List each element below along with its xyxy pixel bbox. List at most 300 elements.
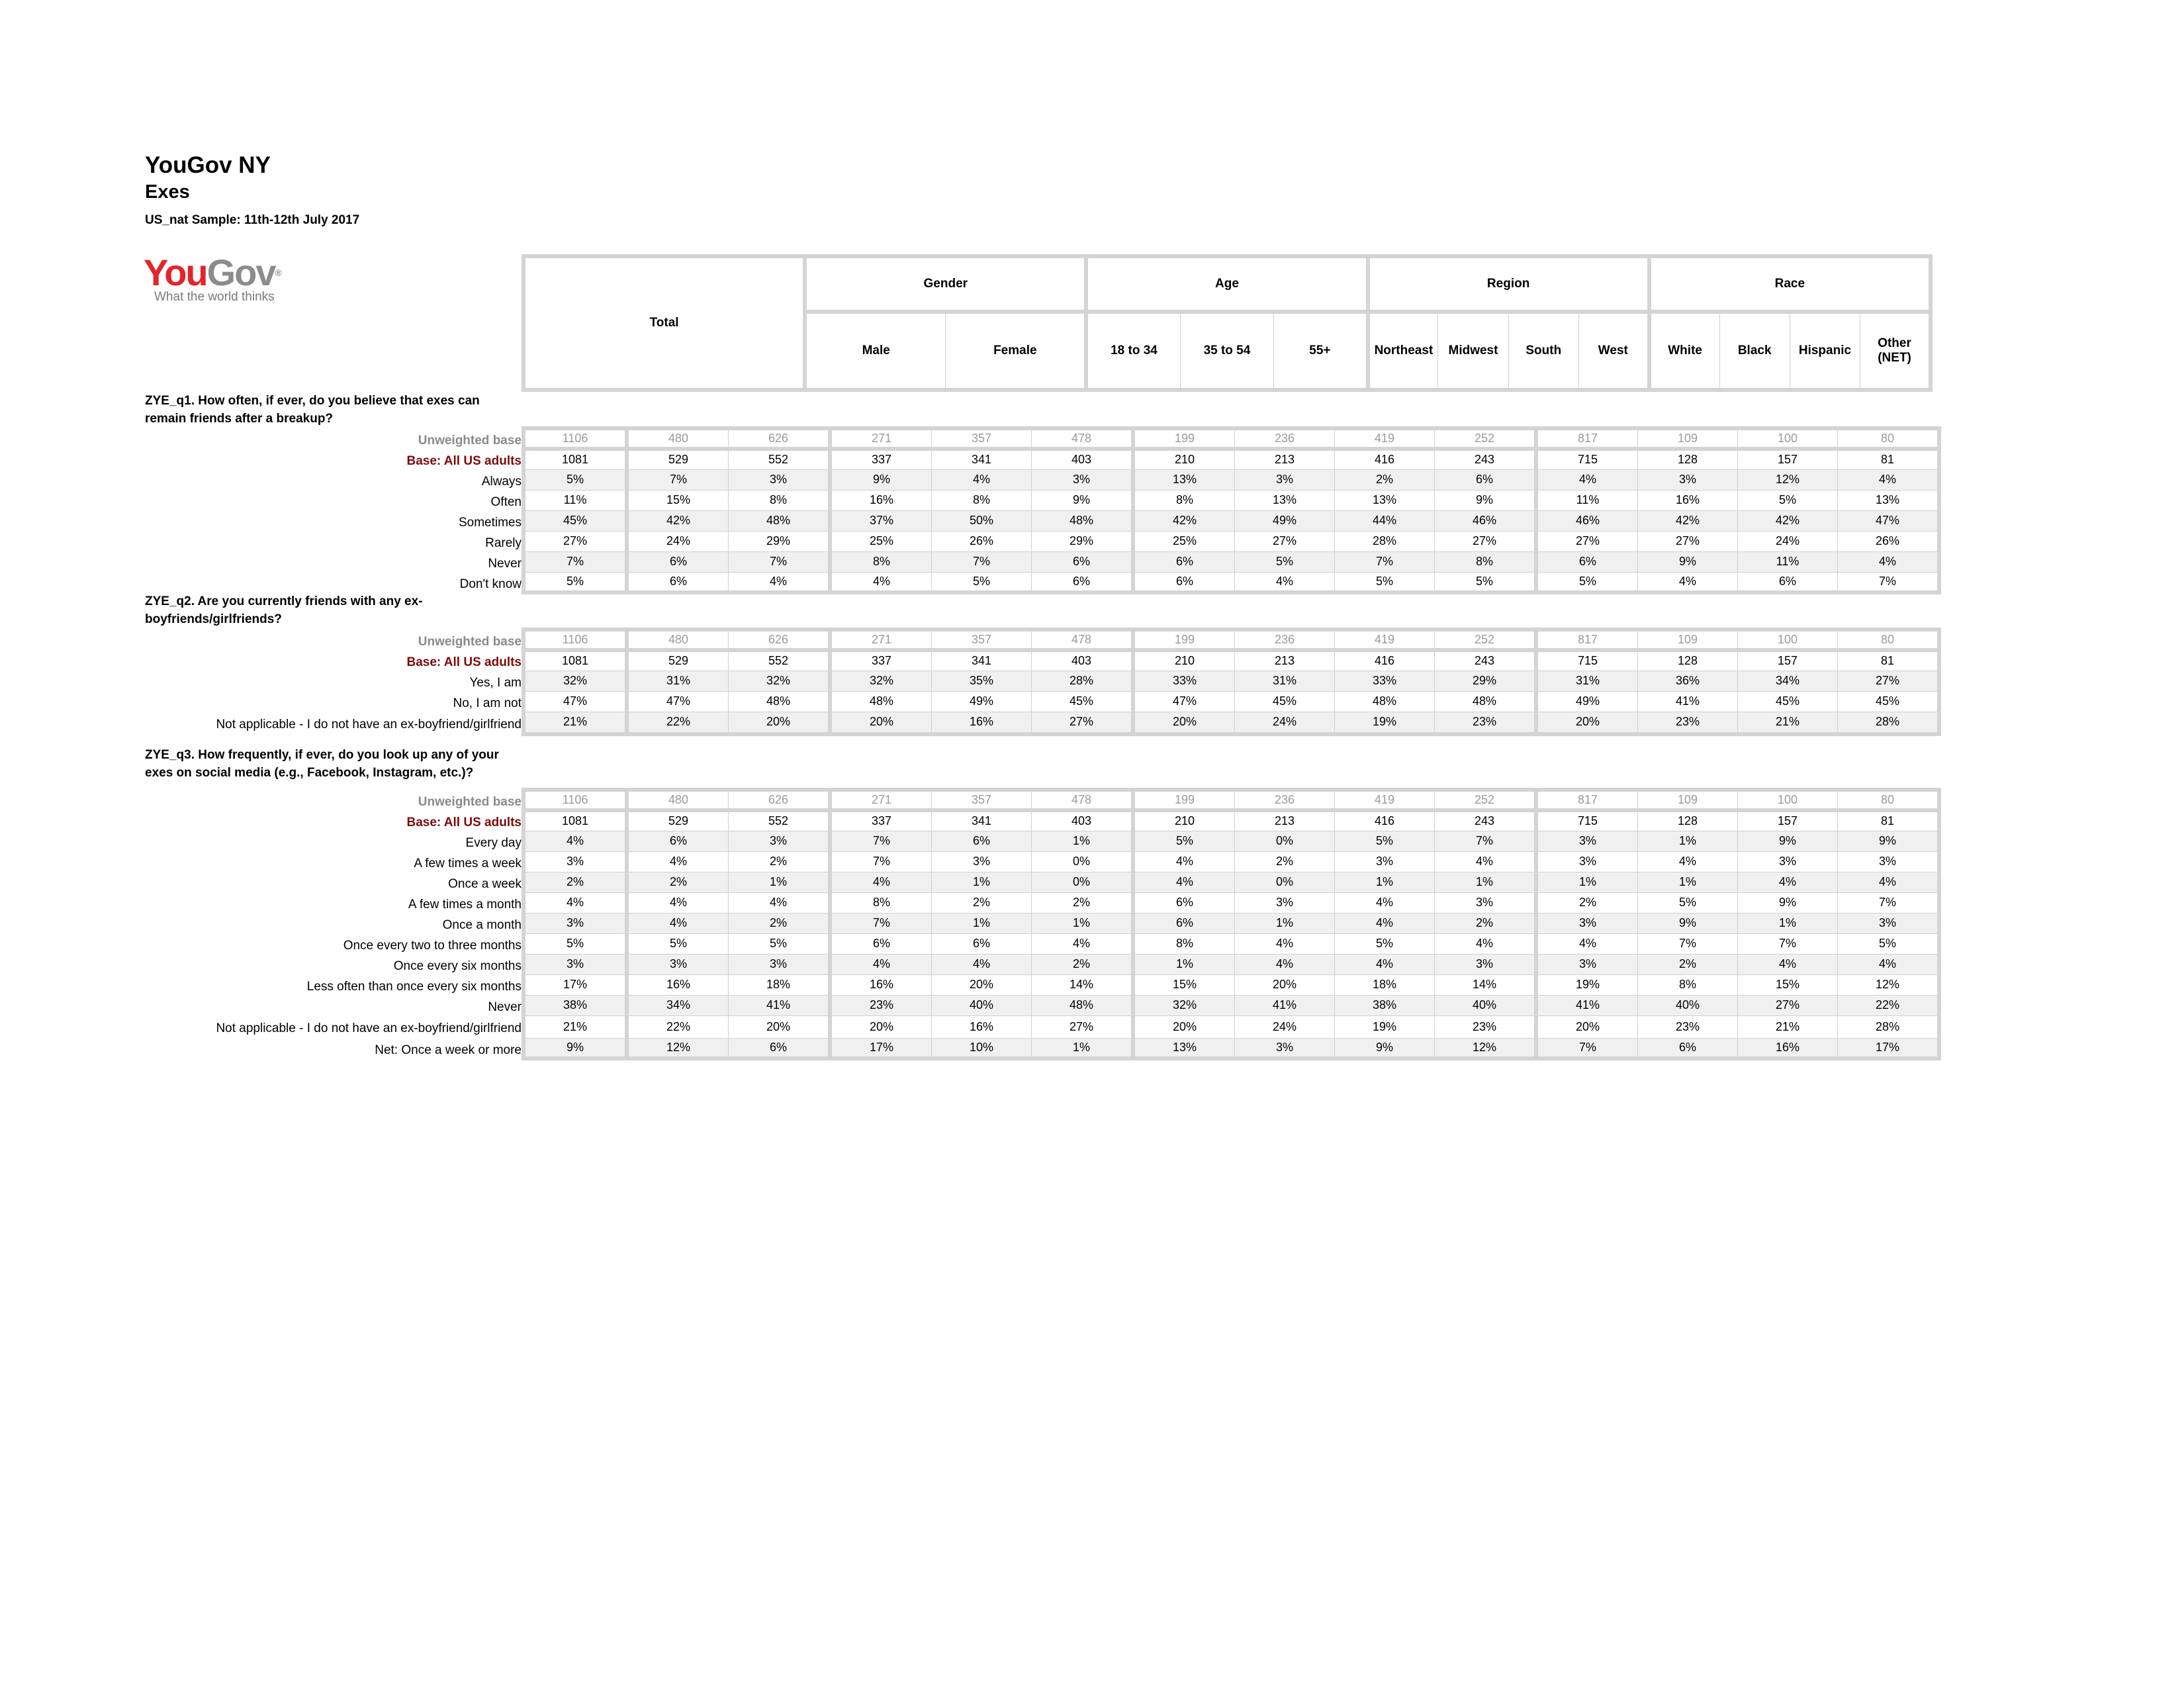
table-cell: 47% [1133, 691, 1235, 712]
table-cell: 8% [729, 490, 831, 510]
table-cell: 26% [1838, 531, 1940, 551]
table-cell: 252 [1435, 630, 1537, 650]
table-cell: 478 [1032, 630, 1134, 650]
table-cell: 5% [1335, 933, 1435, 954]
table-cell: 1% [1435, 872, 1537, 892]
col-midwest: Midwest [1438, 312, 1508, 390]
table-cell: 2% [932, 892, 1032, 913]
table-cell: 715 [1536, 650, 1638, 671]
table-cell: 12% [627, 1038, 729, 1058]
table-cell: 341 [932, 810, 1032, 831]
table-cell: 6% [627, 572, 729, 592]
table-cell: 7% [830, 851, 932, 872]
table-cell: 47% [1838, 510, 1940, 531]
col-male: Male [805, 312, 946, 390]
table-cell: 357 [932, 428, 1032, 449]
table-cell: 1% [1638, 831, 1738, 851]
table-cell: 20% [830, 712, 932, 734]
table-row [523, 469, 1939, 490]
table-cell: 47% [523, 691, 627, 712]
table-cell: 199 [1133, 630, 1235, 650]
table-cell: 45% [1838, 691, 1940, 712]
table-cell: 271 [830, 630, 932, 650]
row-label: Base: All US adults [406, 816, 522, 829]
table-cell: 1081 [523, 810, 627, 831]
table-cell: 2% [523, 872, 627, 892]
table-cell: 46% [1536, 510, 1638, 531]
table-cell: 4% [729, 892, 831, 913]
table-cell: 3% [1032, 469, 1134, 490]
table-cell: 3% [1536, 831, 1638, 851]
table-cell: 27% [1032, 1015, 1134, 1038]
table-cell: 18% [1335, 974, 1435, 995]
table-cell: 23% [1435, 712, 1537, 734]
question-table [522, 628, 1941, 736]
col-total: Total [523, 256, 805, 390]
table-cell: 6% [1032, 551, 1134, 572]
table-cell: 1% [1032, 1038, 1134, 1058]
table-cell: 47% [627, 691, 729, 712]
table-cell: 29% [1435, 671, 1537, 691]
table-cell: 4% [1738, 954, 1838, 974]
group-region: Region [1368, 256, 1649, 312]
table-cell: 14% [1435, 974, 1537, 995]
table-cell: 33% [1133, 671, 1235, 691]
table-cell: 0% [1032, 872, 1134, 892]
table-row [523, 671, 1939, 691]
table-cell: 7% [1838, 892, 1940, 913]
table-cell: 4% [1838, 551, 1940, 572]
group-race: Race [1649, 256, 1931, 312]
table-cell: 45% [523, 510, 627, 531]
table-cell: 14% [1032, 974, 1134, 995]
table-cell: 416 [1335, 449, 1435, 469]
table-cell: 6% [830, 933, 932, 954]
table-cell: 23% [1435, 1015, 1537, 1038]
table-cell: 23% [830, 995, 932, 1015]
table-cell: 2% [729, 913, 831, 933]
table-cell: 27% [1235, 531, 1335, 551]
row-labels [216, 792, 522, 1060]
table-cell: 199 [1133, 428, 1235, 449]
table-cell: 81 [1838, 650, 1940, 671]
table-cell: 626 [729, 428, 831, 449]
table-cell: 8% [830, 892, 932, 913]
table-cell: 4% [1133, 851, 1235, 872]
row-label: Unweighted base [418, 434, 522, 447]
table-cell: 12% [1435, 1038, 1537, 1058]
table-cell: 236 [1235, 790, 1335, 810]
table-cell: 48% [1032, 995, 1134, 1015]
table-cell: 6% [1133, 892, 1235, 913]
table-cell: 42% [1133, 510, 1235, 531]
table-cell: 45% [1738, 691, 1838, 712]
table-cell: 31% [1536, 671, 1638, 691]
table-cell: 13% [1133, 1038, 1235, 1058]
table-cell: 32% [523, 671, 627, 691]
table-cell: 357 [932, 790, 1032, 810]
table-cell: 529 [627, 650, 729, 671]
table-cell: 478 [1032, 790, 1134, 810]
table-cell: 16% [1738, 1038, 1838, 1058]
table-cell: 42% [1638, 510, 1738, 531]
table-cell: 21% [1738, 712, 1838, 734]
table-cell: 128 [1638, 810, 1738, 831]
table-cell: 50% [932, 510, 1032, 531]
table-cell: 9% [1638, 913, 1738, 933]
table-cell: 9% [1738, 892, 1838, 913]
table-cell: 80 [1838, 428, 1940, 449]
table-cell: 715 [1536, 449, 1638, 469]
table-cell: 5% [1638, 892, 1738, 913]
table-cell: 10% [932, 1038, 1032, 1058]
table-cell: 9% [1738, 831, 1838, 851]
table-cell: 7% [729, 551, 831, 572]
table-cell: 6% [1133, 572, 1235, 592]
table-cell: 4% [1235, 954, 1335, 974]
table-cell: 19% [1335, 712, 1435, 734]
table-cell: 403 [1032, 810, 1134, 831]
row-label: Rarely [485, 536, 522, 550]
table-cell: 4% [1638, 851, 1738, 872]
table-cell: 4% [1838, 872, 1940, 892]
row-label: Net: Once a week or more [375, 1043, 522, 1057]
col-hispanic: Hispanic [1790, 312, 1860, 390]
col-west: West [1578, 312, 1649, 390]
table-cell: 337 [830, 650, 932, 671]
table-cell: 13% [1335, 490, 1435, 510]
table-cell: 6% [1435, 469, 1537, 490]
table-cell: 20% [1133, 1015, 1235, 1038]
table-cell: 7% [1638, 933, 1738, 954]
table-cell: 7% [932, 551, 1032, 572]
table-cell: 3% [729, 469, 831, 490]
table-cell: 0% [1235, 872, 1335, 892]
col-northeast: Northeast [1368, 312, 1438, 390]
table-cell: 4% [523, 892, 627, 913]
row-label: Always [481, 475, 522, 489]
table-cell: 22% [627, 712, 729, 734]
table-cell: 1106 [523, 790, 627, 810]
table-cell: 100 [1738, 428, 1838, 449]
table-cell: 109 [1638, 428, 1738, 449]
table-cell: 13% [1838, 490, 1940, 510]
table-cell: 25% [1133, 531, 1235, 551]
table-cell: 27% [1032, 712, 1134, 734]
table-cell: 4% [1335, 913, 1435, 933]
table-cell: 5% [523, 572, 627, 592]
table-cell: 20% [1235, 974, 1335, 995]
table-cell: 20% [729, 1015, 831, 1038]
table-cell: 81 [1838, 449, 1940, 469]
sample-info: US_nat Sample: 11th-12th July 2017 [145, 213, 360, 227]
table-cell: 8% [830, 551, 932, 572]
table-cell: 1% [1133, 954, 1235, 974]
table-cell: 24% [627, 531, 729, 551]
table-cell: 9% [1638, 551, 1738, 572]
table-cell: 236 [1235, 428, 1335, 449]
table-cell: 4% [1738, 872, 1838, 892]
table-cell: 7% [1838, 572, 1940, 592]
table-cell: 23% [1638, 1015, 1738, 1038]
table-cell: 80 [1838, 790, 1940, 810]
row-label: Never [488, 1000, 522, 1014]
table-cell: 42% [627, 510, 729, 531]
table-cell: 1106 [523, 630, 627, 650]
table-cell: 9% [1838, 831, 1940, 851]
table-cell: 3% [523, 954, 627, 974]
table-cell: 8% [1133, 933, 1235, 954]
table-cell: 38% [1335, 995, 1435, 1015]
table-cell: 416 [1335, 810, 1435, 831]
table-cell: 9% [1435, 490, 1537, 510]
row-label: Once a week [448, 877, 522, 891]
table-cell: 3% [1738, 851, 1838, 872]
table-cell: 16% [932, 1015, 1032, 1038]
table-cell: 32% [830, 671, 932, 691]
table-cell: 45% [1032, 691, 1134, 712]
table-cell: 1% [1032, 913, 1134, 933]
table-cell: 16% [1638, 490, 1738, 510]
table-cell: 3% [729, 954, 831, 974]
table-row [523, 1015, 1939, 1038]
table-cell: 20% [1133, 712, 1235, 734]
table-cell: 6% [932, 831, 1032, 851]
table-cell: 27% [1536, 531, 1638, 551]
table-cell: 27% [1738, 995, 1838, 1015]
group-age: Age [1086, 256, 1367, 312]
table-cell: 271 [830, 790, 932, 810]
row-label: Often [490, 495, 522, 509]
table-cell: 24% [1738, 531, 1838, 551]
table-cell: 271 [830, 428, 932, 449]
table-cell: 6% [627, 831, 729, 851]
col-white: White [1649, 312, 1719, 390]
table-row [523, 510, 1939, 531]
table-row [523, 790, 1939, 810]
table-row [523, 650, 1939, 671]
table-cell: 2% [1235, 851, 1335, 872]
question-table [522, 426, 1941, 594]
table-cell: 48% [1032, 510, 1134, 531]
table-cell: 24% [1235, 712, 1335, 734]
table-cell: 48% [1435, 691, 1537, 712]
group-gender: Gender [805, 256, 1086, 312]
table-cell: 16% [627, 974, 729, 995]
table-row [523, 954, 1939, 974]
table-cell: 4% [1435, 933, 1537, 954]
table-cell: 4% [1638, 572, 1738, 592]
page-header [145, 151, 359, 228]
table-cell: 4% [627, 892, 729, 913]
table-cell: 21% [523, 712, 627, 734]
table-cell: 2% [1032, 892, 1134, 913]
table-row [523, 810, 1939, 831]
table-cell: 480 [627, 790, 729, 810]
table-cell: 34% [1738, 671, 1838, 691]
row-label: No, I am not [453, 696, 522, 710]
table-cell: 626 [729, 790, 831, 810]
table-cell: 44% [1335, 510, 1435, 531]
table-cell: 28% [1335, 531, 1435, 551]
table-cell: 157 [1738, 650, 1838, 671]
col-south: South [1508, 312, 1578, 390]
table-cell: 243 [1435, 810, 1537, 831]
table-cell: 3% [1235, 892, 1335, 913]
table-cell: 32% [729, 671, 831, 691]
table-cell: 49% [1235, 510, 1335, 531]
table-cell: 2% [1536, 892, 1638, 913]
table-cell: 3% [523, 851, 627, 872]
table-cell: 20% [729, 712, 831, 734]
row-label: Once every two to three months [343, 939, 522, 953]
table-cell: 529 [627, 449, 729, 469]
table-cell: 16% [830, 490, 932, 510]
table-cell: 16% [830, 974, 932, 995]
table-cell: 4% [1235, 572, 1335, 592]
table-row [523, 995, 1939, 1015]
question-title: ZYE_q2. Are you currently friends with any ex-boyfriends/girlfriends? [145, 594, 423, 626]
table-cell: 0% [1235, 831, 1335, 851]
table-cell: 6% [1536, 551, 1638, 572]
row-label: Yes, I am [469, 676, 522, 690]
table-cell: 80 [1838, 630, 1940, 650]
table-cell: 4% [1536, 469, 1638, 490]
col-female: Female [946, 312, 1087, 390]
table-cell: 5% [729, 933, 831, 954]
table-cell: 128 [1638, 650, 1738, 671]
table-cell: 1106 [523, 428, 627, 449]
table-cell: 5% [523, 469, 627, 490]
page-title: YouGov NY [145, 152, 271, 178]
table-row [523, 892, 1939, 913]
table-cell: 12% [1838, 974, 1940, 995]
table-row [523, 428, 1939, 449]
row-label: Unweighted base [418, 635, 522, 649]
table-cell: 3% [523, 913, 627, 933]
table-cell: 1% [932, 913, 1032, 933]
table-cell: 2% [729, 851, 831, 872]
table-cell: 3% [729, 831, 831, 851]
table-cell: 109 [1638, 790, 1738, 810]
table-cell: 5% [1133, 831, 1235, 851]
table-cell: 5% [932, 572, 1032, 592]
table-row [523, 630, 1939, 650]
table-cell: 27% [1435, 531, 1537, 551]
table-cell: 26% [932, 531, 1032, 551]
question-title: ZYE_q1. How often, if ever, do you believe that exes can remain friends after a breakup? [145, 394, 480, 426]
row-label: Once a month [442, 918, 522, 932]
table-cell: 3% [1838, 851, 1940, 872]
table-cell: 6% [627, 551, 729, 572]
table-cell: 35% [932, 671, 1032, 691]
table-cell: 4% [523, 831, 627, 851]
table-cell: 1081 [523, 449, 627, 469]
table-cell: 32% [1133, 995, 1235, 1015]
table-cell: 416 [1335, 650, 1435, 671]
table-cell: 4% [1335, 954, 1435, 974]
table-row [523, 872, 1939, 892]
table-cell: 128 [1638, 449, 1738, 469]
table-cell: 27% [1838, 671, 1940, 691]
table-cell: 15% [627, 490, 729, 510]
table-row [523, 449, 1939, 469]
table-cell: 4% [932, 469, 1032, 490]
table-cell: 4% [729, 572, 831, 592]
table-cell: 28% [1838, 1015, 1940, 1038]
table-cell: 4% [830, 872, 932, 892]
table-cell: 33% [1335, 671, 1435, 691]
table-cell: 81 [1838, 810, 1940, 831]
page-subtitle: Exes [145, 181, 190, 203]
table-cell: 4% [1335, 892, 1435, 913]
table-cell: 2% [627, 872, 729, 892]
table-cell: 252 [1435, 428, 1537, 449]
table-cell: 403 [1032, 650, 1134, 671]
table-cell: 9% [523, 1038, 627, 1058]
row-label: Not applicable - I do not have an ex-boyfriend/girlfriend [216, 718, 522, 731]
table-cell: 7% [1536, 1038, 1638, 1058]
question-title: ZYE_q3. How frequently, if ever, do you look up any of your exes on social media (e.g., Facebook, Instagram, etc.)? [145, 748, 499, 780]
table-cell: 6% [1638, 1038, 1738, 1058]
table-cell: 199 [1133, 790, 1235, 810]
table-cell: 42% [1738, 510, 1838, 531]
table-row [523, 691, 1939, 712]
table-cell: 20% [932, 974, 1032, 995]
table-cell: 210 [1133, 449, 1235, 469]
table-cell: 6% [932, 933, 1032, 954]
table-cell: 7% [830, 831, 932, 851]
col-other-net: Other (NET) [1860, 312, 1931, 390]
table-cell: 2% [1032, 954, 1134, 974]
table-cell: 1% [1335, 872, 1435, 892]
table-cell: 157 [1738, 449, 1838, 469]
row-label: Sometimes [458, 516, 522, 530]
col-55: 55+ [1274, 312, 1368, 390]
table-cell: 552 [729, 650, 831, 671]
table-cell: 48% [830, 691, 932, 712]
table-cell: 2% [1435, 913, 1537, 933]
table-cell: 715 [1536, 810, 1638, 831]
table-cell: 5% [1838, 933, 1940, 954]
table-cell: 8% [1133, 490, 1235, 510]
logo-tagline: What the world thinks [154, 290, 275, 304]
table-row [523, 851, 1939, 872]
table-cell: 100 [1738, 630, 1838, 650]
table-cell: 4% [1838, 954, 1940, 974]
table-cell: 157 [1738, 810, 1838, 831]
table-cell: 626 [729, 630, 831, 650]
table-cell: 817 [1536, 428, 1638, 449]
table-cell: 8% [1638, 974, 1738, 995]
table-row [523, 831, 1939, 851]
table-cell: 4% [1435, 851, 1537, 872]
table-cell: 8% [1435, 551, 1537, 572]
table-cell: 9% [830, 469, 932, 490]
table-cell: 49% [932, 691, 1032, 712]
table-cell: 419 [1335, 790, 1435, 810]
table-row [523, 490, 1939, 510]
table-cell: 337 [830, 449, 932, 469]
table-cell: 3% [1235, 469, 1335, 490]
table-cell: 252 [1435, 790, 1537, 810]
col-35-to-54: 35 to 54 [1180, 312, 1274, 390]
table-cell: 31% [1235, 671, 1335, 691]
table-cell: 5% [1536, 572, 1638, 592]
table-cell: 48% [729, 510, 831, 531]
table-cell: 1% [1032, 831, 1134, 851]
table-cell: 4% [627, 913, 729, 933]
